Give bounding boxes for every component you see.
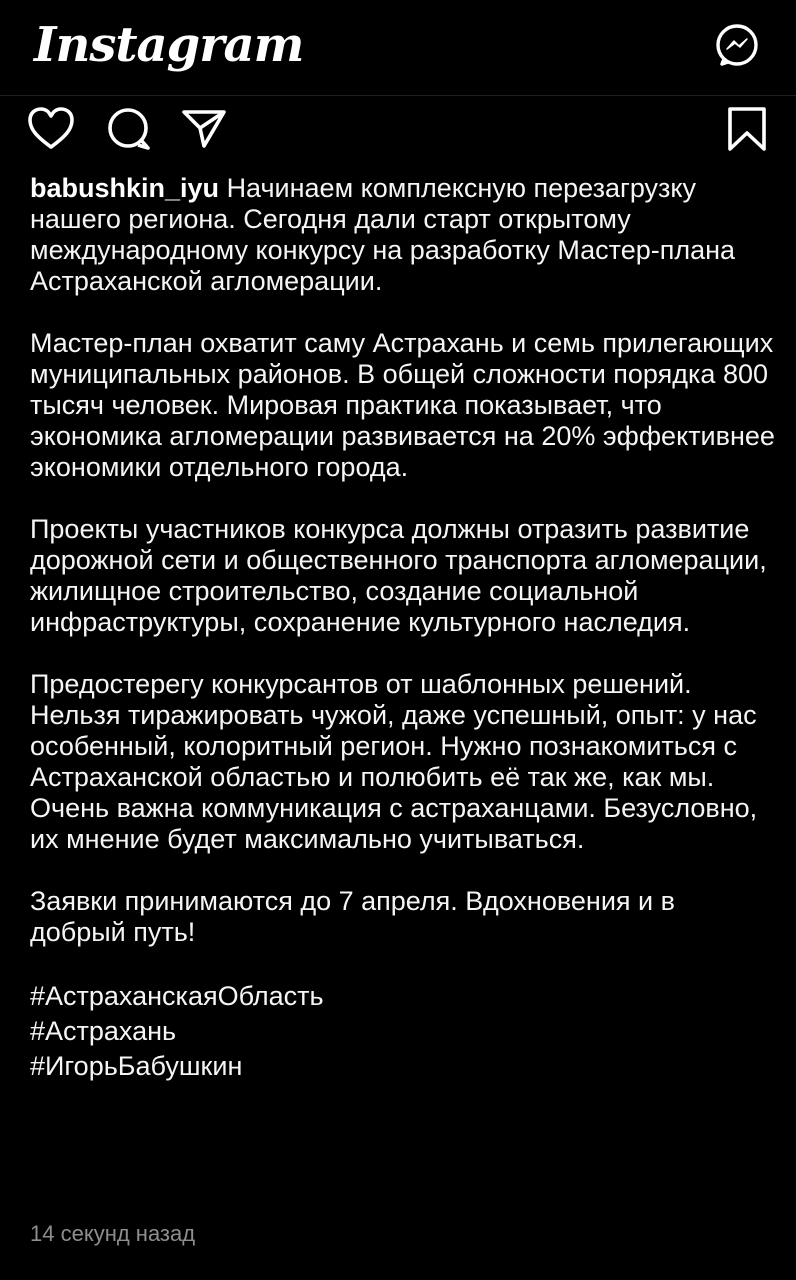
caption-paragraph [30, 173, 775, 297]
caption-paragraph: Проекты участников конкурса должны отразить развитие дорожной сети и общественного транспорта агломерации, жилищное строительство, создание социальной инфраструктуры, сохранение культурного наследия. [30, 514, 767, 637]
messenger-icon[interactable] [714, 22, 760, 68]
comment-icon[interactable] [104, 104, 154, 154]
hashtag[interactable]: #ИгорьБабушкин [30, 1051, 243, 1081]
heart-icon[interactable] [26, 104, 76, 154]
post-timestamp: 14 секунд назад [30, 1221, 196, 1246]
hashtag[interactable]: #Астрахань [30, 1016, 177, 1046]
post-actions [0, 104, 796, 160]
caption-paragraph: Предостерегу конкурсантов от шаблонных решений. Нельзя тиражировать чужой, даже успешный, опыт: у нас особенный, колоритный регион. Нужно познакомиться с Астраханской областью и полюбить её так же, как мы. Очень важна коммуникация с астраханцами. Безусловно, их мнение будет максимально учитываться. [30, 669, 758, 854]
instagram-logo[interactable]: Instagram [34, 17, 304, 73]
post-caption [30, 173, 775, 1084]
hashtag-list [30, 979, 775, 1084]
caption-text: Начинаем комплексную перезагрузку нашего региона. Сегодня дали старт открытому международному конкурсу на разработку Мастер-плана Астраханской агломерации. [30, 173, 736, 296]
bookmark-icon[interactable] [722, 104, 772, 154]
caption-paragraph: Мастер-план охватит саму Астрахань и семь прилегающих муниципальных районов. В общей сложности порядка 800 тысяч человек. Мировая практика показывает, что экономика агломерации развивается на 20% эффективнее экономики отдельного города. [30, 328, 775, 482]
top-bar [0, 0, 796, 96]
caption-paragraph: Заявки принимаются до 7 апреля. Вдохновения и в добрый путь! [30, 886, 675, 947]
post-username[interactable]: babushkin_iyu [30, 173, 220, 203]
paper-plane-icon[interactable] [180, 104, 230, 154]
hashtag[interactable]: #АстраханскаяОбласть [30, 981, 324, 1011]
